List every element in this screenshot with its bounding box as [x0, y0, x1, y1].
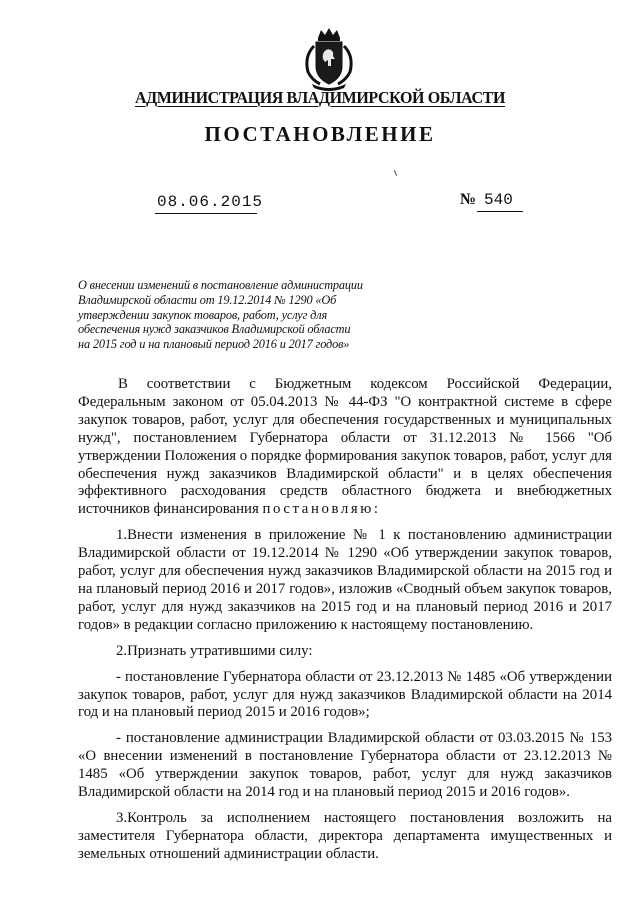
subject-line: обеспечения нужд заказчиков Владимирской области: [78, 322, 351, 337]
document-type-title: ПОСТАНОВЛЕНИЕ: [204, 122, 436, 146]
item-1-paragraph: 1.Внести изменения в приложение № 1 к постановлению администрации Владимирской области от 19.12.2014 № 1290 «Об утверждении закупок товаров, работ, услуг для обеспечения нужд заказчиков Владимирской области на 2015 год и на плановый период 2016 и 2017 годов», изложив «Сводный объем закупок товаров, работ, услуг для нужд заказчиков на 2015 год и на плановый период 2016 и 2017 годов» в редакции согласно приложению к настоящему постановлению.: [78, 527, 612, 633]
organization-name: АДМИНИСТРАЦИЯ ВЛАДИМИРСКОЙ ОБЛАСТИ: [134, 88, 506, 107]
item-2-paragraph: 2.Признать утратившими силу:: [116, 642, 313, 659]
decree-word: постановляю:: [262, 501, 381, 518]
item-2a-paragraph: - постановление Губернатора области от 23.12.2013 № 1485 «Об утверждении закупок товаров, работ, услуг для нужд заказчиков Владимирской области на 2014 год и на плановый период 2015 и 2016 годов»;: [78, 668, 612, 721]
document-subject: [78, 278, 408, 352]
item-2b-paragraph: - постановление администрации Владимирской области от 03.03.2015 № 153 «О внесении изменений в постановление Губернатора области от 23.12.2013 № 1485 «Об утверждении закупок товаров, работ, услуг для нужд заказчиков Владимирской области на 2014 год и на плановый период 2015 и 2016 годов».: [78, 730, 612, 801]
document-date: 08.06.2015: [157, 193, 264, 211]
preamble-paragraph: [78, 376, 612, 519]
date-underline: [155, 213, 257, 214]
number-value: 540: [484, 191, 513, 209]
document-number: [460, 191, 513, 209]
scan-mark: [394, 170, 397, 176]
preamble-text: В соответствии с Бюджетным кодексом Российской Федерации, Федеральным законом от 05.04.2013 № 44-ФЗ "О контрактной системе в сфере закупок товаров, работ, услуг для обеспечения государственных и муниципальных нужд", постановлением Губернатора области от 31.12.2013 № 1566 "Об утверждении Положения о порядке формирования закупок товаров, работ, услуг для обеспечения нужд заказчиков Владимирской области" и в целях обеспечения эффективного расходования средств областного бюджета и внебюджетных источников финансирования: [78, 376, 612, 518]
number-sign: №: [460, 191, 477, 208]
document-body: [78, 376, 612, 867]
subject-line: Владимирской области от 19.12.2014 № 1290 «Об: [78, 292, 337, 307]
number-underline: [477, 211, 523, 212]
subject-line: на 2015 год и на плановый период 2016 и 2017 годов»: [78, 337, 350, 352]
subject-line: О внесении изменений в постановление администрации: [78, 278, 363, 292]
item-3-paragraph: 3.Контроль за исполнением настоящего постановления возложить на заместителя Губернатора области, директора департамента имущественных и земельных отношений администрации области.: [78, 809, 612, 862]
coat-of-arms-emblem: [300, 26, 358, 92]
subject-line: утверждении закупок товаров, работ, услуг для: [78, 307, 328, 322]
